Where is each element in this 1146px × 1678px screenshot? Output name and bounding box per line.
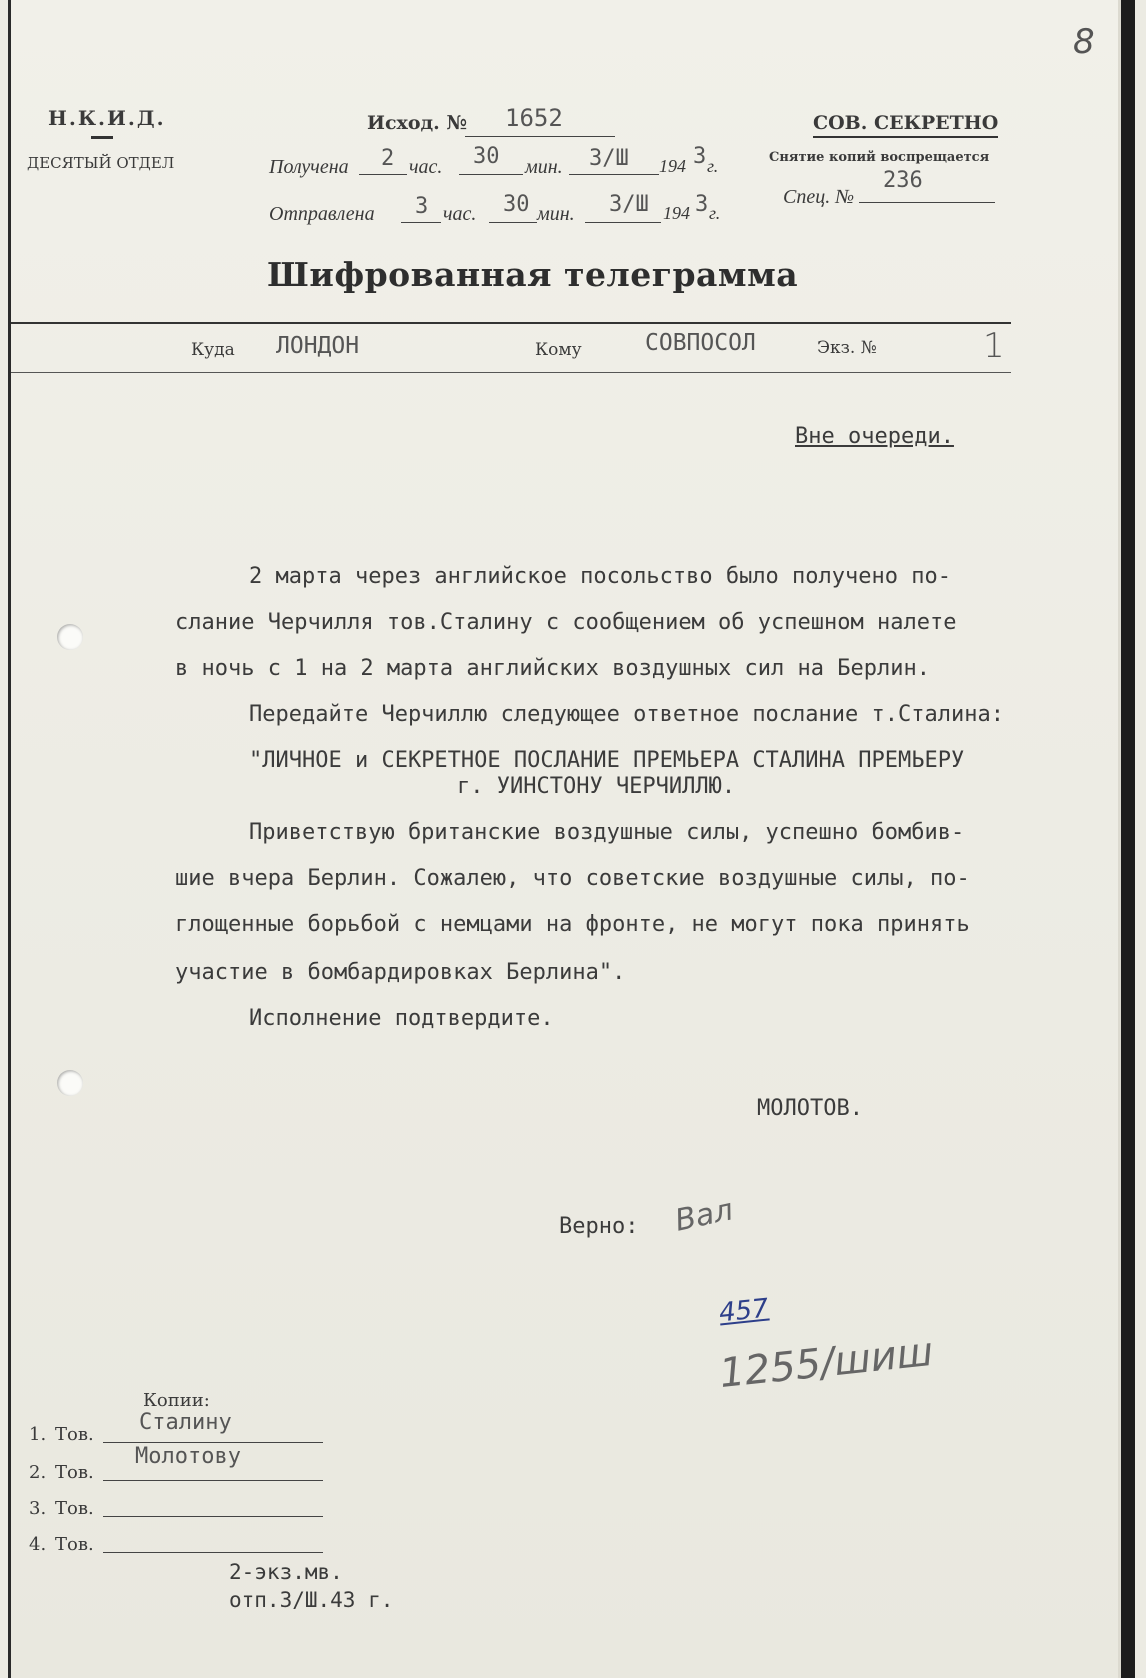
signature: МОЛОТОВ. <box>757 1096 863 1121</box>
document-sheet <box>8 0 1135 1678</box>
received-min: 30 <box>473 144 500 169</box>
document-title: Шифрованная телеграмма <box>267 255 799 294</box>
copies-row-number: 1. <box>29 1424 47 1445</box>
received-min-label: мин. <box>525 156 563 178</box>
sheet-edge-dark <box>1121 0 1135 1678</box>
copy-notice: Снятие копий воспрещается <box>769 150 990 165</box>
body-p1-line2: слание Черчилля тов.Сталину с сообщением об успешном налете <box>175 610 957 635</box>
sent-min-label: мин. <box>537 203 575 225</box>
sent-hour: 3 <box>415 194 429 219</box>
footer-line2: отп.3/Ш.43 г. <box>229 1588 394 1612</box>
sent-date: 3/Ш <box>609 192 649 217</box>
received-year-prefix: 194 <box>659 156 686 176</box>
copy-value: 1 <box>983 326 1005 366</box>
sent-year-prefix: 194 <box>663 203 690 223</box>
spec-number-line <box>859 178 995 203</box>
copies-row-number: 4. <box>29 1534 47 1555</box>
outgoing-number: 1652 <box>505 104 563 132</box>
copies-row-line <box>103 1530 323 1553</box>
received-year-suffix: г. <box>707 156 719 176</box>
copies-row-number: 3. <box>29 1498 47 1519</box>
copies-row-tov: Тов. <box>55 1498 94 1519</box>
recipient-label: Кому <box>535 340 582 360</box>
body-p2: Передайте Черчиллю следующее ответное послание т.Сталина: <box>249 702 1004 727</box>
quote-title-line2: г. УИНСТОНУ ЧЕРЧИЛЛЮ. <box>457 774 736 799</box>
body-p3-line1: Приветствую британские воздушные силы, успешно бомбив- <box>249 820 965 845</box>
to-label: Куда <box>191 340 235 360</box>
quote-title-line1: "ЛИЧНОЕ и СЕКРЕТНОЕ ПОСЛАНИЕ ПРЕМЬЕРА СТАЛИНА ПРЕМЬЕРУ <box>249 748 965 773</box>
ministry-divider <box>91 136 113 139</box>
spec-number: 236 <box>883 168 923 193</box>
copies-row-tov: Тов. <box>55 1462 94 1483</box>
routing-bottom-rule <box>11 372 1011 373</box>
sent-min: 30 <box>503 192 530 217</box>
copies-heading: Копии: <box>143 1390 210 1411</box>
recipient-value: СОВПОСОЛ <box>645 330 756 356</box>
body-p3-line3: глощенные борьбой с немцами на фронте, не могут пока принять <box>175 912 970 937</box>
punch-hole <box>57 1070 83 1096</box>
received-year-digit: 3 <box>693 144 707 169</box>
received-date: 3/Ш <box>589 146 629 171</box>
body-p3-line2: шие вчера Берлин. Сожалею, что советские воздушные силы, по- <box>175 866 970 891</box>
routing-top-rule <box>11 322 1011 324</box>
received-label: Получена <box>269 156 349 178</box>
copies-row-tov: Тов. <box>55 1534 94 1555</box>
handwritten-number-top: 457 <box>717 1293 771 1329</box>
sent-year-suffix: г. <box>709 203 721 223</box>
sent-label: Отправлена <box>269 203 375 225</box>
verification-initials: Вал <box>671 1192 737 1239</box>
classification: СОВ. СЕКРЕТНО <box>813 112 998 138</box>
handwritten-number-bottom: 1255/шиш <box>717 1328 936 1398</box>
body-p1-line3: в ночь с 1 на 2 марта английских воздушных сил на Берлин. <box>175 656 930 681</box>
copies-row-number: 2. <box>29 1462 47 1483</box>
verification-label: Верно: <box>559 1214 639 1239</box>
punch-hole <box>57 624 83 650</box>
copy-label: Экз. № <box>817 338 877 358</box>
copies-row-line <box>103 1494 323 1517</box>
body-p4: Исполнение подтвердите. <box>249 1006 554 1031</box>
priority-mark: Вне очереди. <box>795 424 954 449</box>
sent-year-digit: 3 <box>695 192 709 217</box>
received-hour-label: час. <box>409 156 443 178</box>
sent-hour-label: час. <box>443 203 477 225</box>
footer-line1: 2-экз.мв. <box>229 1560 343 1584</box>
spec-label: Спец. № <box>783 186 855 208</box>
body-p1-line1: 2 марта через английское посольство было получено по- <box>249 564 951 589</box>
ministry-name: Н.К.И.Д. <box>48 106 166 130</box>
copies-row-name: Молотову <box>135 1444 241 1469</box>
outgoing-label: Исход. № <box>367 112 468 134</box>
received-hour: 2 <box>381 146 395 171</box>
page-number: 8 <box>1073 22 1095 62</box>
body-p3-line4: участие в бомбардировках Берлина". <box>175 960 626 985</box>
department-name: ДЕСЯТЫЙ ОТДЕЛ <box>27 154 175 172</box>
copies-row-tov: Тов. <box>55 1424 94 1445</box>
to-value: ЛОНДОН <box>276 333 360 359</box>
copies-row-name: Сталину <box>139 1410 232 1435</box>
